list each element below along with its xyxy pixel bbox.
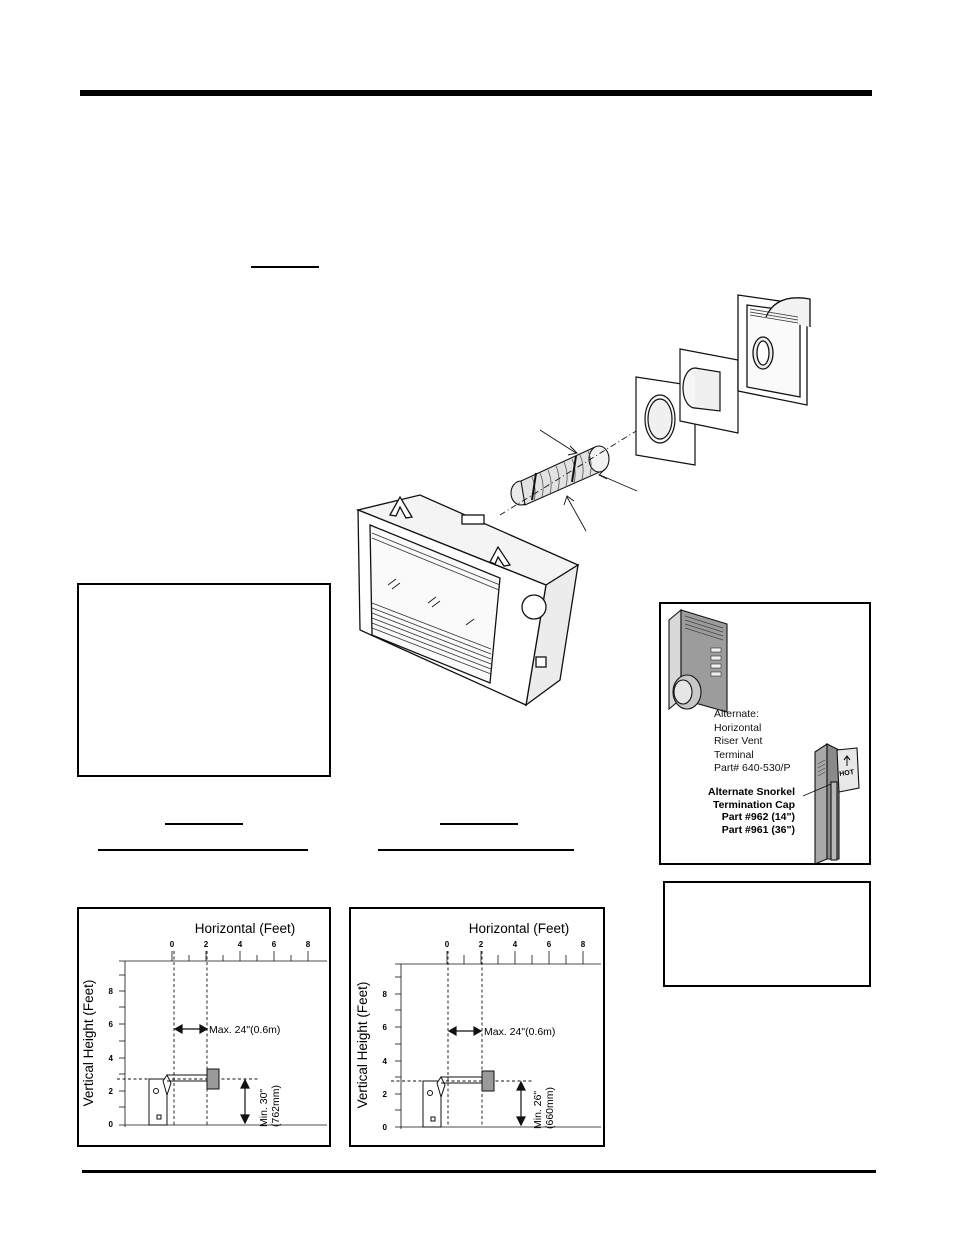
y-tick-label: 4	[108, 1054, 113, 1063]
y-tick-label: 2	[108, 1087, 113, 1096]
vent-graph-box-2	[349, 907, 605, 1147]
x-tick-label: 2	[478, 940, 484, 949]
horizontal-axis-label: Horizontal (Feet)	[468, 921, 570, 936]
riser-vent-label: Alternate: Horizontal Riser Vent Terminal Part# 640-530/P	[714, 708, 791, 774]
y-tick-label: 2	[382, 1090, 387, 1099]
x-tick-label: 4	[512, 940, 518, 949]
y-tick-label: 0	[108, 1120, 113, 1129]
vent-graph-box-1	[77, 907, 331, 1147]
y-tick-label: 0	[382, 1123, 387, 1132]
figure-heading-underline	[251, 266, 319, 268]
note-box	[77, 583, 331, 777]
x-tick-label: 0	[444, 940, 450, 949]
y-tick-label: 4	[382, 1057, 387, 1066]
horizontal-axis-label: Horizontal (Feet)	[194, 921, 296, 936]
y-tick-label: 8	[382, 990, 387, 999]
header-rule	[80, 90, 872, 96]
x-tick-label: 8	[580, 940, 586, 949]
min-vertical-metric: (762mm)	[270, 1084, 282, 1127]
min-vertical-label: Min. 26"	[532, 1090, 544, 1129]
note-box-small	[663, 881, 871, 987]
x-tick-label: 2	[203, 940, 209, 949]
flex-vent-pipe	[511, 446, 609, 505]
vent-graph-2	[351, 909, 603, 1145]
figure-subheading-underline-right	[378, 849, 574, 851]
figure-subheading-underline-left	[98, 849, 308, 851]
firestop-plate	[680, 349, 738, 433]
termination-cap	[738, 295, 810, 405]
alternate-vent-inset	[659, 602, 871, 865]
x-tick-label: 0	[169, 940, 175, 949]
min-vertical-label: Min. 30"	[258, 1088, 270, 1127]
figure-heading-underline-right	[440, 823, 518, 825]
hot-warning-label: HOT	[838, 769, 855, 779]
x-tick-label: 8	[305, 940, 311, 949]
y-tick-label: 6	[108, 1020, 113, 1029]
fireplace-unit	[358, 495, 578, 705]
figure-heading-underline-left	[165, 823, 243, 825]
min-vertical-metric: (660mm)	[544, 1086, 556, 1129]
y-tick-label: 6	[382, 1023, 387, 1032]
vent-graph-1	[79, 909, 329, 1145]
x-tick-label: 4	[237, 940, 243, 949]
vertical-axis-label: Vertical Height (Feet)	[81, 979, 96, 1107]
snorkel-cap-label: Alternate Snorkel Termination Cap Part #962 (14") Part #961 (36")	[708, 786, 795, 836]
x-tick-label: 6	[546, 940, 552, 949]
max-horizontal-label: Max. 24"(0.6m)	[209, 1024, 281, 1036]
max-horizontal-label: Max. 24"(0.6m)	[484, 1026, 556, 1038]
snorkel-cap-illustration	[815, 744, 859, 863]
fireplace-profile	[149, 1069, 219, 1125]
fireplace-profile	[423, 1071, 494, 1127]
x-tick-label: 6	[271, 940, 277, 949]
footer-rule	[82, 1170, 876, 1173]
y-tick-label: 8	[108, 987, 113, 996]
vertical-axis-label: Vertical Height (Feet)	[355, 981, 370, 1109]
